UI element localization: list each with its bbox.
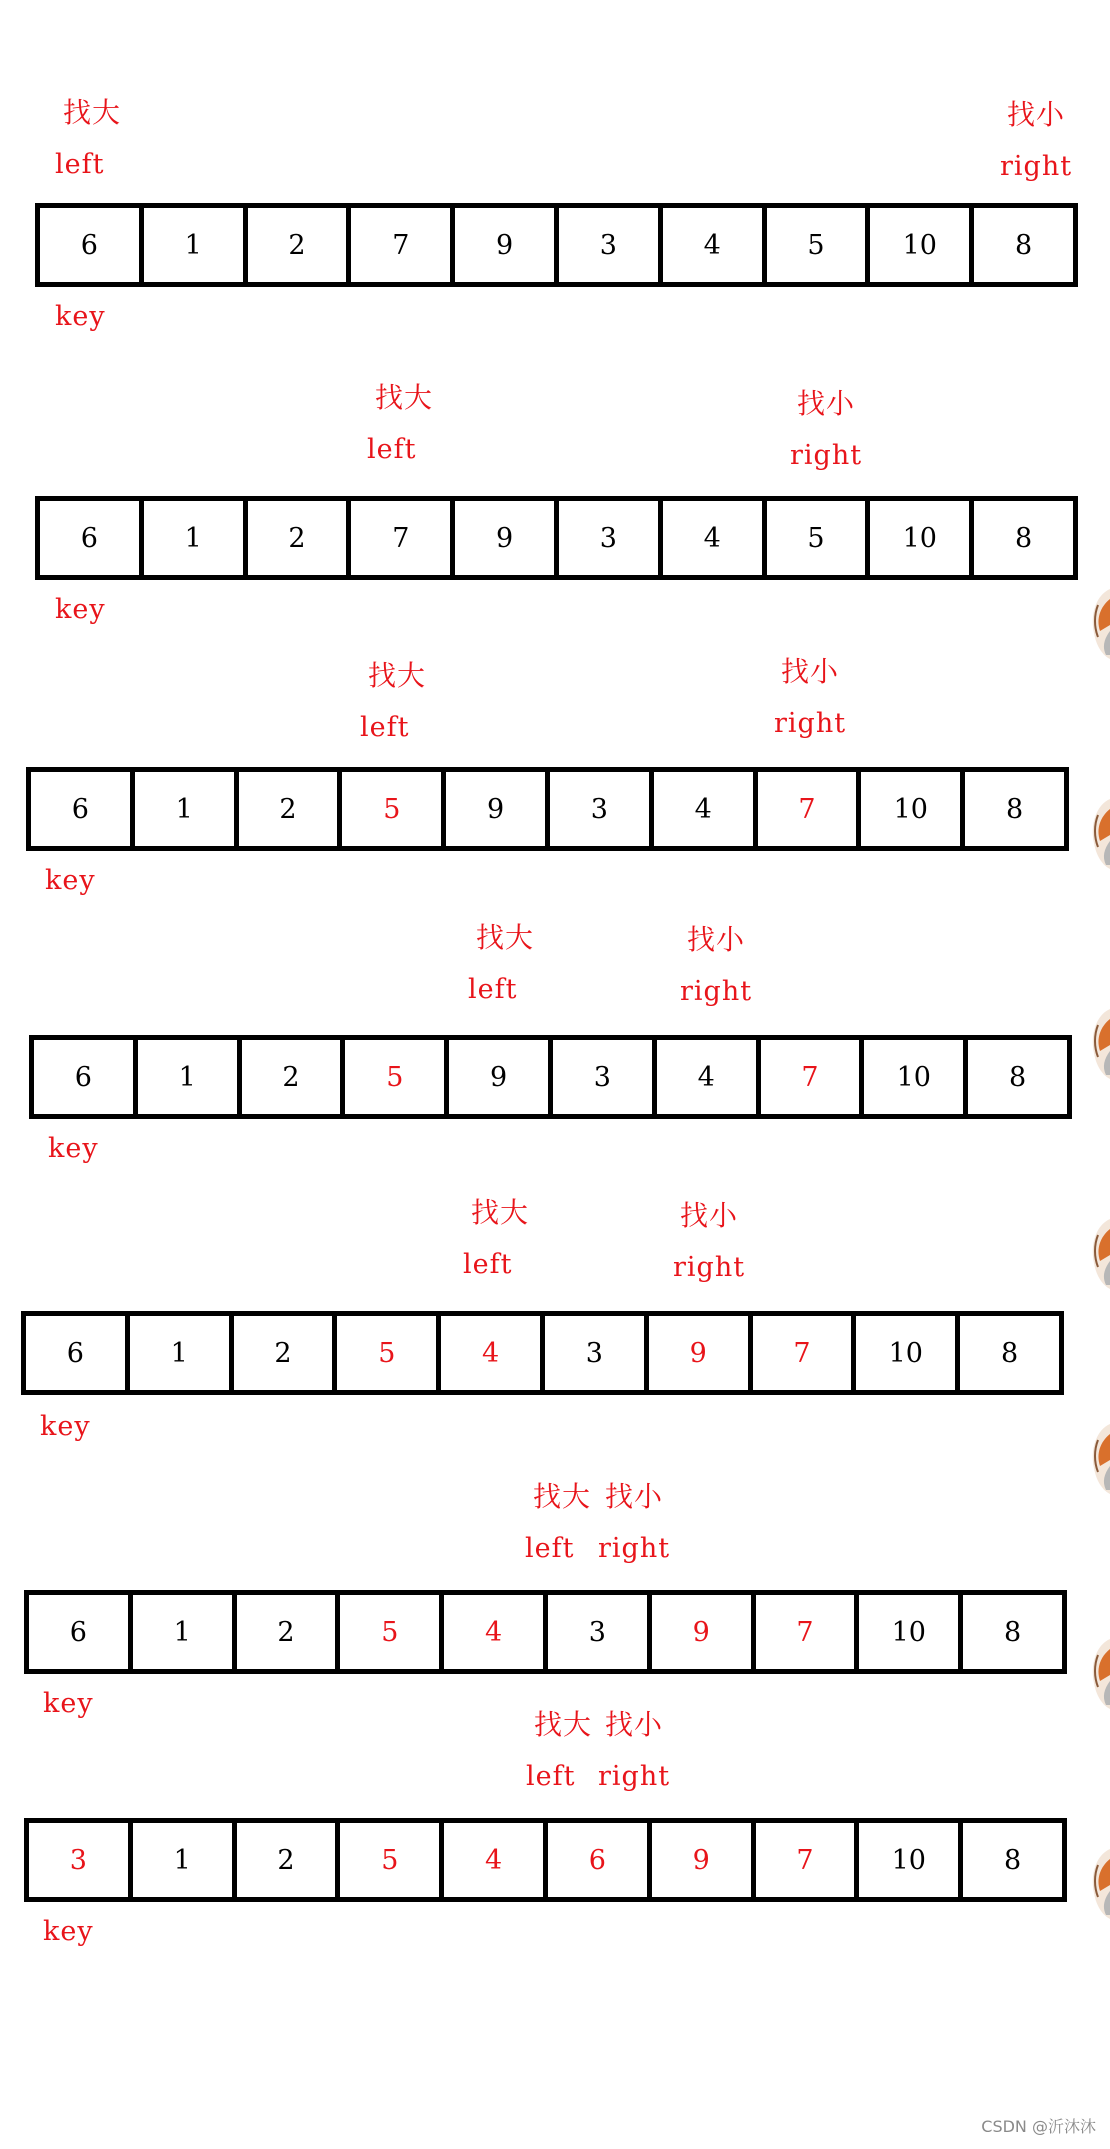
- array-cell-2: 2: [237, 1595, 341, 1669]
- array-cell-9: 8: [1014, 229, 1033, 261]
- array-cell-2: 2: [239, 772, 343, 846]
- array-cell-0: 3: [29, 1823, 133, 1897]
- array-cell-6: 9: [652, 1595, 756, 1669]
- array-cell-9: 8: [1000, 1337, 1019, 1369]
- array-cell-8: 10: [870, 208, 974, 282]
- right-pointer-cn-label: 找小: [797, 387, 856, 420]
- right-pointer-cn-label: 找小: [605, 1480, 664, 1513]
- right-pointer-cn-label: 找小: [605, 1708, 664, 1741]
- right-pointer-label: right: [1000, 151, 1073, 182]
- array-cell-1: 1: [144, 501, 248, 575]
- array-cell-5: 3: [550, 772, 654, 846]
- key-label: key: [43, 1916, 94, 1947]
- array-cell-4: 9: [455, 208, 559, 282]
- array-cell-2: 2: [234, 1316, 338, 1390]
- left-pointer-cn-label: 找大: [63, 96, 122, 129]
- array-cell-7: 7: [756, 1595, 860, 1669]
- left-pointer-label: left: [525, 1533, 575, 1564]
- array-cell-8: 10: [864, 1040, 968, 1114]
- array-cell-8: 10: [859, 1595, 963, 1669]
- array-cell-4: 4: [444, 1823, 548, 1897]
- right-pointer-label: right: [790, 440, 863, 471]
- side-image-fragment: [1088, 795, 1110, 873]
- array-cell-9: 8: [1008, 1061, 1027, 1093]
- array-row: [35, 496, 1078, 580]
- array-cell-6: 4: [657, 1040, 761, 1114]
- array-cell-5: 3: [559, 501, 663, 575]
- side-image-fragment: [1088, 1420, 1110, 1498]
- array-cell-9: 8: [1005, 793, 1024, 825]
- array-cell-9: 8: [1014, 522, 1033, 554]
- array-cell-6: 4: [654, 772, 758, 846]
- left-pointer-label: left: [463, 1249, 513, 1280]
- array-row: [29, 1035, 1072, 1119]
- array-cell-1: 1: [130, 1316, 234, 1390]
- array-row: [26, 767, 1069, 851]
- array-cell-5: 3: [553, 1040, 657, 1114]
- array-cell-8: 10: [856, 1316, 960, 1390]
- right-pointer-label: right: [673, 1252, 746, 1283]
- left-pointer-cn-label: 找大: [534, 1708, 593, 1741]
- array-row: [21, 1311, 1064, 1395]
- array-row: [24, 1818, 1067, 1902]
- array-cell-2: 2: [248, 501, 352, 575]
- left-pointer-label: left: [526, 1761, 576, 1792]
- array-cell-6: 9: [652, 1823, 756, 1897]
- array-cell-2: 2: [242, 1040, 346, 1114]
- key-label: key: [55, 594, 106, 625]
- array-cell-5: 3: [559, 208, 663, 282]
- array-cell-3: 7: [351, 208, 455, 282]
- array-cell-0: 6: [29, 1595, 133, 1669]
- csdn-watermark: CSDN @沂沐沐: [981, 2117, 1096, 2136]
- array-cell-0: 6: [34, 1040, 138, 1114]
- array-cell-3: 5: [340, 1823, 444, 1897]
- key-label: key: [55, 301, 106, 332]
- array-cell-4: 9: [446, 772, 550, 846]
- left-pointer-label: left: [360, 712, 410, 743]
- side-image-fragment: [1088, 1215, 1110, 1293]
- array-cell-7: 7: [758, 772, 862, 846]
- right-pointer-cn-label: 找小: [687, 923, 746, 956]
- array-cell-6: 4: [663, 501, 767, 575]
- key-label: key: [40, 1411, 91, 1442]
- array-cell-0: 6: [40, 208, 144, 282]
- array-cell-3: 5: [345, 1040, 449, 1114]
- array-cell-1: 1: [133, 1823, 237, 1897]
- array-cell-1: 1: [144, 208, 248, 282]
- left-pointer-label: left: [55, 149, 105, 180]
- array-cell-5: 6: [548, 1823, 652, 1897]
- array-cell-7: 7: [753, 1316, 857, 1390]
- array-cell-0: 6: [26, 1316, 130, 1390]
- array-cell-6: 4: [663, 208, 767, 282]
- key-label: key: [43, 1688, 94, 1719]
- array-cell-3: 5: [342, 772, 446, 846]
- side-image-fragment: [1088, 585, 1110, 663]
- right-pointer-label: right: [598, 1533, 671, 1564]
- side-image-fragment: [1088, 1845, 1110, 1923]
- array-cell-4: 4: [441, 1316, 545, 1390]
- array-cell-5: 3: [545, 1316, 649, 1390]
- array-cell-9: 8: [1003, 1616, 1022, 1648]
- left-pointer-cn-label: 找大: [368, 659, 427, 692]
- array-cell-0: 6: [31, 772, 135, 846]
- array-cell-4: 9: [455, 501, 559, 575]
- key-label: key: [45, 865, 96, 896]
- array-cell-7: 7: [761, 1040, 865, 1114]
- array-cell-7: 7: [756, 1823, 860, 1897]
- array-cell-1: 1: [135, 772, 239, 846]
- left-pointer-cn-label: 找大: [476, 921, 535, 954]
- left-pointer-label: left: [468, 974, 518, 1005]
- array-cell-3: 5: [340, 1595, 444, 1669]
- right-pointer-cn-label: 找小: [680, 1199, 739, 1232]
- array-cell-9: 8: [1003, 1844, 1022, 1876]
- array-cell-3: 7: [351, 501, 455, 575]
- array-cell-4: 9: [449, 1040, 553, 1114]
- right-pointer-label: right: [774, 708, 847, 739]
- array-cell-2: 2: [237, 1823, 341, 1897]
- left-pointer-cn-label: 找大: [471, 1196, 530, 1229]
- right-pointer-label: right: [598, 1761, 671, 1792]
- key-label: key: [48, 1133, 99, 1164]
- right-pointer-cn-label: 找小: [1007, 98, 1066, 131]
- array-cell-3: 5: [337, 1316, 441, 1390]
- array-cell-1: 1: [138, 1040, 242, 1114]
- array-cell-8: 10: [861, 772, 965, 846]
- array-cell-1: 1: [133, 1595, 237, 1669]
- array-cell-8: 10: [870, 501, 974, 575]
- left-pointer-cn-label: 找大: [375, 381, 434, 414]
- array-cell-2: 2: [248, 208, 352, 282]
- array-cell-5: 3: [548, 1595, 652, 1669]
- side-image-fragment: [1088, 1635, 1110, 1713]
- side-image-fragment: [1088, 1005, 1110, 1083]
- array-row: [35, 203, 1078, 287]
- array-cell-0: 6: [40, 501, 144, 575]
- array-cell-7: 5: [767, 208, 871, 282]
- left-pointer-label: left: [367, 434, 417, 465]
- array-row: [24, 1590, 1067, 1674]
- left-pointer-cn-label: 找大: [533, 1480, 592, 1513]
- array-cell-7: 5: [767, 501, 871, 575]
- array-cell-8: 10: [859, 1823, 963, 1897]
- array-cell-6: 9: [649, 1316, 753, 1390]
- right-pointer-cn-label: 找小: [781, 655, 840, 688]
- array-cell-4: 4: [444, 1595, 548, 1669]
- right-pointer-label: right: [680, 976, 753, 1007]
